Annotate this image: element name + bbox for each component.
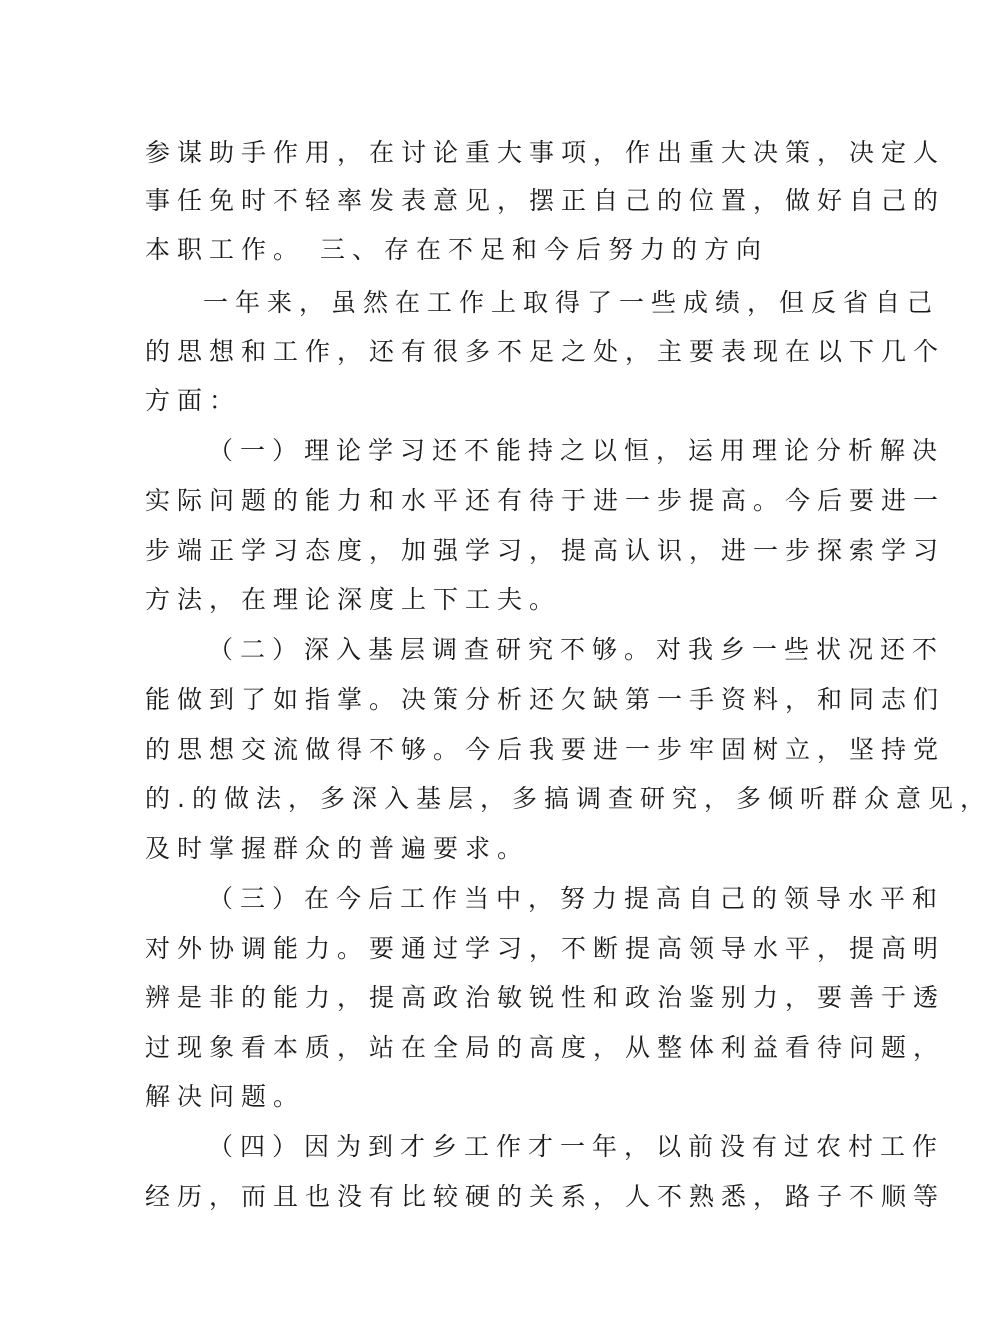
- paragraph-first-line: （一）理论学习还不能持之以恒，运用理论分析解决: [208, 436, 945, 465]
- paragraph-first-line: （四）因为到才乡工作才一年，以前没有过农村工作: [208, 1132, 945, 1161]
- text-line: 解决问题。: [145, 1082, 306, 1111]
- text-line: 事任免时不轻率发表意见，摆正自己的位置，做好自己的: [145, 186, 946, 215]
- text-line: 辨是非的能力，提高政治敏锐性和政治鉴别力，要善于透: [145, 983, 946, 1012]
- paragraph-first-line: （三）在今后工作当中，努力提高自己的领导水平和: [208, 884, 945, 913]
- text-line: 对外协调能力。要通过学习，不断提高领导水平，提高明: [145, 934, 946, 963]
- text-line: 及时掌握群众的普遍要求。: [145, 834, 530, 863]
- text-line: 步端正学习态度，加强学习，提高认识，进一步探索学习: [145, 536, 946, 565]
- paragraph-first-line: 一年来，虽然在工作上取得了一些成绩，但反省自己: [203, 288, 940, 317]
- text-line: 实际问题的能力和水平还有待于进一步提高。今后要进一: [145, 486, 946, 515]
- text-line: 本职工作。 三、存在不足和今后努力的方向: [145, 235, 768, 264]
- text-line: 能做到了如指掌。决策分析还欠缺第一手资料，和同志们: [145, 685, 946, 714]
- text-line: 参谋助手作用，在讨论重大事项，作出重大决策，决定人: [145, 138, 946, 167]
- text-line: 方面：: [145, 386, 242, 415]
- text-line: 的.的做法，多深入基层，多搞调查研究，多倾听群众意见，: [145, 784, 992, 813]
- text-line: 方法，在理论深度上下工夫。: [145, 585, 562, 614]
- text-line: 经历，而且也没有比较硬的关系，人不熟悉，路子不顺等: [145, 1182, 946, 1211]
- text-line: 过现象看本质，站在全局的高度，从整体利益看待问题，: [145, 1033, 946, 1062]
- text-line: 的思想和工作，还有很多不足之处，主要表现在以下几个: [145, 337, 946, 366]
- paragraph-first-line: （二）深入基层调查研究不够。对我乡一些状况还不: [208, 635, 945, 664]
- text-line: 的思想交流做得不够。今后我要进一步牢固树立，坚持党: [145, 735, 946, 764]
